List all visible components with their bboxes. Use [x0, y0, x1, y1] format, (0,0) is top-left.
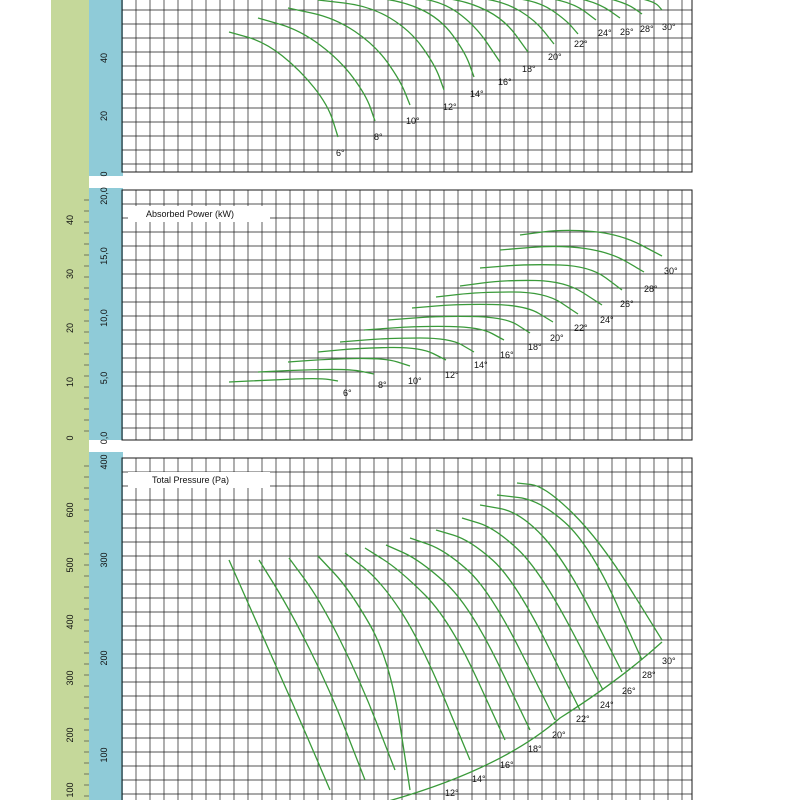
top-curve-label: 10°	[406, 116, 420, 126]
power-curve-13	[520, 230, 662, 256]
power-curve-9	[436, 292, 578, 314]
top-curve-label: 16°	[498, 77, 512, 87]
pressure-curve-12	[497, 495, 642, 660]
power-inner-tick: 5,0	[99, 371, 109, 385]
pressure-outer-tick: 500	[65, 557, 75, 573]
top-tick-label: 20	[99, 110, 109, 122]
power-inner-tick: 10,0	[99, 309, 109, 327]
top-tick-label: 0	[99, 171, 109, 177]
power-curve-label: 16°	[500, 350, 514, 360]
top-panel-frame	[122, 0, 692, 172]
top-curve-1	[229, 32, 338, 137]
pressure-inner-tick: 200	[99, 650, 109, 666]
power-curve-label: 20°	[550, 333, 564, 343]
pressure-title: Total Pressure (Pa)	[152, 475, 230, 485]
pressure-curve-label: 28°	[642, 670, 656, 680]
power-inner-tick: 15,0	[99, 247, 109, 265]
pressure-inner-tick: 400	[99, 454, 109, 470]
pressure-curve-label: 16°	[500, 760, 514, 770]
power-title: Absorbed Power (kW)	[146, 209, 235, 219]
pressure-curve-label: 22°	[576, 714, 590, 724]
power-curve-label: 18°	[528, 342, 542, 352]
absorbed-power-panel	[65, 187, 692, 444]
power-outer-tick: 20	[65, 322, 75, 334]
top-curve-11	[570, 0, 620, 18]
top-curve-label: 28°	[640, 24, 654, 34]
top-tick-label: 40	[99, 52, 109, 64]
power-inner-tick: 0,0	[99, 431, 109, 445]
top-curve-4	[318, 0, 444, 90]
total-pressure-panel	[65, 454, 692, 800]
tick-gap-1	[89, 176, 123, 188]
pressure-curve-label: 12°	[445, 788, 459, 798]
pressure-envelope-curve	[385, 642, 662, 800]
pressure-title-box	[128, 472, 270, 488]
top-curve-label: 20°	[548, 52, 562, 62]
power-curve-label: 10°	[408, 376, 422, 386]
pressure-outer-tick: 600	[65, 502, 75, 518]
power-curve-label: 6°	[343, 388, 352, 398]
pressure-curve-10	[462, 518, 603, 690]
top-curve-label: 24°	[598, 28, 612, 38]
power-curve-label: 12°	[445, 370, 459, 380]
top-curve-label: 18°	[522, 64, 536, 74]
top-curve-9	[500, 0, 578, 34]
top-curve-label: 6°	[336, 148, 345, 158]
power-title-box	[128, 206, 270, 222]
top-curve-12	[600, 0, 642, 14]
top-panel	[99, 0, 692, 177]
power-curve-8	[412, 304, 553, 322]
pressure-curve-8	[410, 538, 555, 720]
pressure-curve-label: 18°	[528, 744, 542, 754]
pressure-curve-label: 20°	[552, 730, 566, 740]
power-curve-11	[480, 265, 622, 290]
pressure-inner-tick: 100	[99, 747, 109, 763]
power-curve-7	[388, 316, 530, 333]
pressure-curve-11	[480, 505, 622, 672]
power-curve-label: 26°	[620, 299, 634, 309]
pressure-curve-label: 26°	[622, 686, 636, 696]
pressure-panel-frame	[122, 458, 692, 800]
power-curve-1	[229, 379, 338, 382]
top-curve-3	[288, 8, 410, 105]
pressure-curve-label: 24°	[600, 700, 614, 710]
top-curve-label: 8°	[374, 132, 383, 142]
pressure-outer-tick: 300	[65, 670, 75, 686]
power-curve-label: 30°	[664, 266, 678, 276]
power-outer-tick: 30	[65, 268, 75, 280]
pressure-outer-tick: 400	[65, 614, 75, 630]
power-curve-3	[288, 358, 410, 366]
power-outer-tick: 0	[65, 435, 75, 441]
power-curve-label: 24°	[600, 315, 614, 325]
pressure-curve-label: 14°	[472, 774, 486, 784]
power-curve-label: 8°	[378, 380, 387, 390]
power-curve-label: 28°	[644, 284, 658, 294]
top-curve-label: 12°	[443, 102, 457, 112]
power-curve-label: 22°	[574, 323, 588, 333]
top-curve-label: 26°	[620, 27, 634, 37]
pressure-inner-tick: 300	[99, 552, 109, 568]
top-curve-label: 22°	[574, 39, 588, 49]
power-curve-label: 14°	[474, 360, 488, 370]
pressure-outer-tick: 100	[65, 782, 75, 798]
power-inner-tick: 20,0	[99, 187, 109, 205]
power-outer-tick: 40	[65, 214, 75, 226]
pressure-curve-6	[365, 548, 505, 740]
top-curve-label: 14°	[470, 89, 484, 99]
pressure-curve-label: 30°	[662, 656, 676, 666]
power-curve-12	[500, 246, 644, 272]
top-curve-label: 30°	[662, 22, 676, 32]
pressure-outer-tick: 200	[65, 727, 75, 743]
power-outer-tick: 10	[65, 376, 75, 388]
